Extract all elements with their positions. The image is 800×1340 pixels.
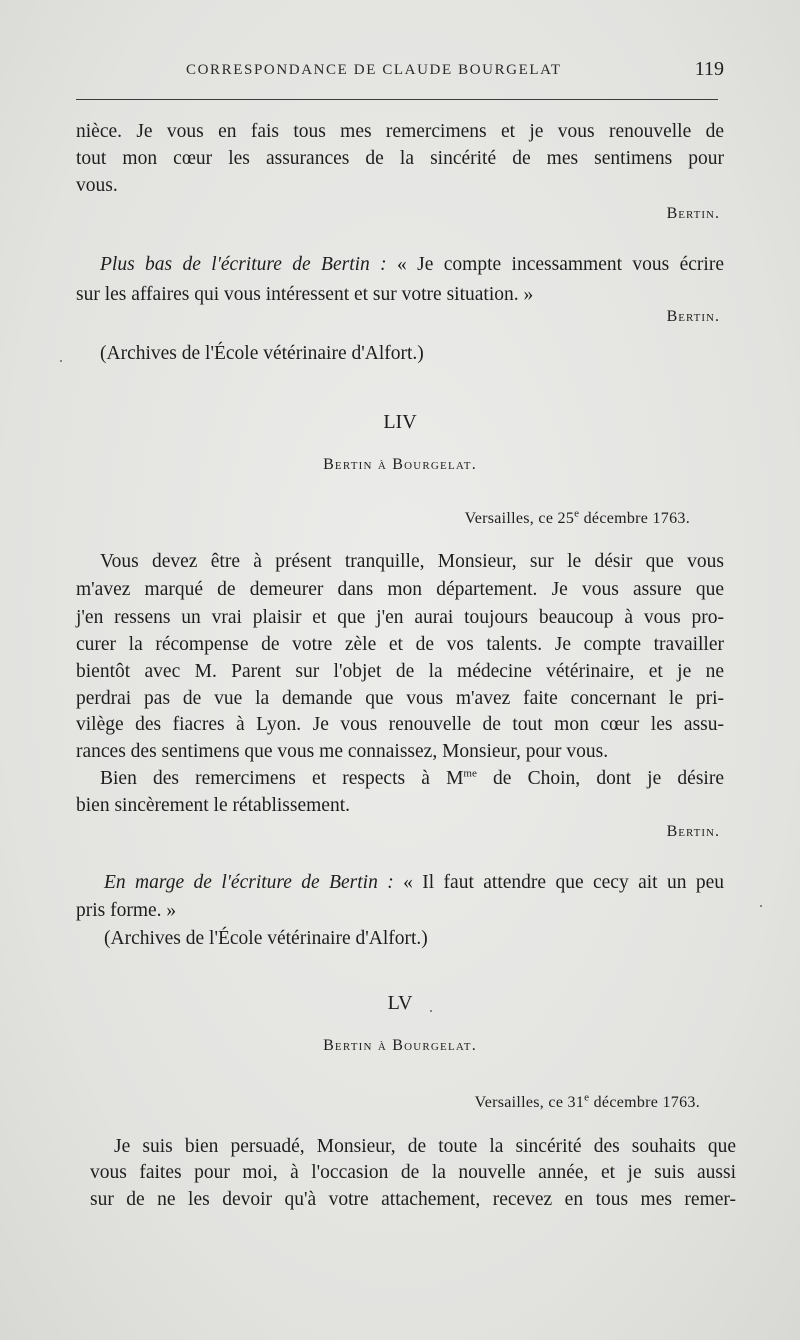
paper-speck — [760, 905, 762, 907]
paragraph-line: vous. — [76, 175, 118, 196]
letter-line: Bien des remercimens et respects à $M^{me}$ de Choin, dont je désire — [100, 767, 724, 789]
postscript-line — [100, 252, 724, 278]
letter-addressee: Bertin à Bourgelat. — [323, 456, 477, 473]
letter-addressee: Bertin à Bourgelat. — [323, 1037, 477, 1054]
letter-line: j'en ressens un vrai plaisir et que j'en aurai toujours beaucoup à vous pro- — [76, 607, 724, 628]
letter-line: Vous devez être à présent tranquille, Monsieur, sur le désir que vous — [100, 551, 724, 572]
letter-line: m'avez marqué de demeurer dans mon département. Je vous assure que — [76, 579, 724, 600]
page-number: 119 — [694, 58, 724, 80]
margin-note-line: pris forme. » — [76, 900, 177, 921]
paper-speck — [60, 360, 62, 362]
letter-line: Je suis bien persuadé, Monsieur, de toute la sincérité des souhaits que — [114, 1136, 736, 1157]
margin-note-italic: En marge de l'écriture de Bertin : — [104, 872, 394, 893]
paragraph-line: nièce. Je vous en fais tous mes remercimens et je vous renouvelle de — [76, 121, 724, 142]
letter-line: bien sincèrement le rétablissement. — [76, 795, 350, 816]
letter-line: curer la récompense de votre zèle et de vos talents. Je compte travailler — [76, 634, 724, 655]
letter-number: LV — [387, 992, 413, 1014]
letter-line: bientôt avec M. Parent sur l'objet de la médecine vétérinaire, et je ne — [76, 661, 724, 682]
running-title: CORRESPONDANCE DE CLAUDE BOURGELAT — [186, 62, 562, 78]
paragraph-line: tout mon cœur les assurances de la sincérité de mes sentimens pour — [76, 148, 724, 169]
letter-line: rances des sentimens que vous me connaissez, Monsieur, pour vous. — [76, 741, 609, 762]
paper-speck — [430, 1010, 432, 1012]
letter-line: sur de ne les devoir qu'à votre attachement, recevez en tous mes remer- — [90, 1189, 736, 1210]
archive-note: (Archives de l'École vétérinaire d'Alfort.) — [100, 343, 424, 364]
margin-note-line — [104, 870, 724, 896]
postscript-italic: Plus bas de l'écriture de Bertin : — [100, 254, 387, 275]
letter-dateline: Versailles, ce 31e décembre 1763. — [474, 1091, 700, 1111]
postscript-line: sur les affaires qui vous intéressent et sur votre situation. » — [76, 284, 534, 305]
signature: Bertin. — [666, 823, 720, 840]
letter-line: vilège des fiacres à Lyon. Je vous renouvelle de tout mon cœur les assu- — [76, 714, 724, 735]
letter-line: perdrai pas de vue la demande que vous m'avez faite concernant le pri- — [76, 688, 724, 709]
letter-line: vous faites pour moi, à l'occasion de la nouvelle année, et je suis aussi — [90, 1162, 736, 1183]
signature: Bertin. — [666, 205, 720, 222]
postscript-text: « Je compte incessamment vous écrire — [386, 254, 724, 275]
letter-dateline: Versailles, ce 25e décembre 1763. — [464, 507, 690, 527]
margin-note-text: « Il faut attendre que cecy ait un peu — [393, 872, 725, 893]
letter-number: LIV — [383, 411, 417, 433]
signature: Bertin. — [666, 308, 720, 325]
archive-note: (Archives de l'École vétérinaire d'Alfort.) — [104, 928, 428, 949]
header-rule — [76, 99, 718, 100]
page-header — [76, 58, 724, 88]
